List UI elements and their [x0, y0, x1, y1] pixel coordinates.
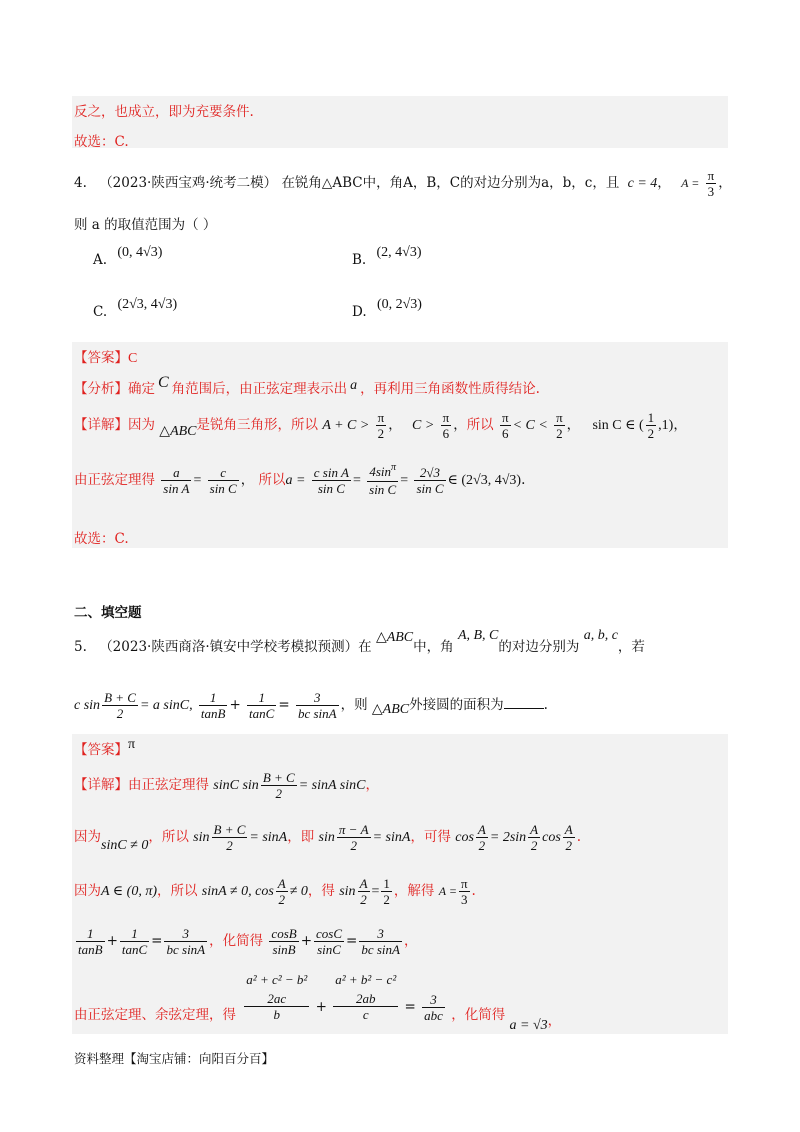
detail-5-line-2: 因为sinC ≠ 0，所以 sin $\frac{B + C}{2}$ = sinA，即 sin $\frac{\pi - A}{2}$ = sinA，可得 cos $\frac{A}{2}$ = 2sin $\frac{A}{2}$ cos $\frac{A}{2}$ . — [74, 822, 582, 853]
conclusion-4: 故选：C. — [74, 531, 129, 547]
analysis-line: 【分析】确定 C 角范围后，由正弦定理表示出 a ，再利用三角函数性质得结论. — [74, 374, 540, 397]
footer-text: 资料整理【淘宝店铺：向阳百分百】 — [74, 1051, 275, 1066]
detail-5-line-4: $\frac{1}{\tan B}$ + $\frac{1}{\tan C}$ = $\frac{3}{\text{bc sinA}}$ ，化简得 $\frac{\cos B}{\sin B}$ + $\frac{\cos C}{\sin C}$ = $\frac{3}{\text{bc sinA}}$ ， — [78, 926, 418, 957]
answer-tag: 【答案】 — [74, 350, 128, 366]
fraction-pi-3: $\frac{\pi}{3}$ — [707, 168, 715, 199]
question-4-line2: 则 a 的取值范围为（ ） — [74, 217, 217, 233]
section-title: 二、填空题 — [74, 605, 142, 621]
question-5-line1: 5. （2023·陕西商洛·镇安中学校考模拟预测）在 △ABC中，角 A, B, C的对边分别为 a, b, c，若 — [74, 628, 645, 655]
option-d: D. (0, 2√3) — [352, 297, 422, 320]
question-number: 4. — [74, 175, 87, 191]
solution-conclusion: 故选：C. — [74, 134, 129, 150]
detail-line-2: 由正弦定理得 $\frac{a}{\text{sin A}}$ = $\frac{c}{\text{sin C}}$ ， 所以a = $\frac{\text{c sin A}}{\text{sin C}}$ = $\frac{4\sin^\pi}{\text{sin C}}$ = $\frac{2√3}{\text{sin C}}$ ∈ (2√3, 4√3). — [74, 462, 526, 497]
analysis-tag: 【分析】 — [74, 381, 128, 397]
option-c-value: (2√3, 4√3) — [117, 297, 178, 312]
answer-value: C — [128, 351, 138, 366]
answer-tag: 【答案】 — [74, 742, 128, 758]
question-number: 5. — [74, 639, 87, 655]
question-source: （2023·陕西宝鸡·统考二模） — [99, 175, 278, 191]
option-a-value: (0, 4√3) — [117, 245, 163, 260]
solution-text: 反之，也成立，即为充要条件. — [74, 104, 254, 120]
detail-line-1: 【详解】因为 △ABC是锐角三角形，所以 A + C > $\frac{\pi}{2}$ ， C > $\frac{\pi}{6}$ ，所以 $\frac{\pi}{6}$ < C < $\frac{\pi}{2}$ ， sin C ∈ ( $\frac{1}{2}$ ,1)， — [74, 410, 687, 441]
option-b-value: (2, 4√3) — [376, 245, 422, 260]
answer-blank[interactable] — [504, 708, 544, 709]
answer-value: π — [128, 737, 136, 752]
question-stem: 在锐角△ABC中，角A，B，C的对边分别为a，b，c，且 — [281, 175, 620, 191]
solution-block-2 — [72, 342, 728, 548]
detail-5-line-1: 【详解】由正弦定理得 sinC sin $\frac{B + C}{2}$ = sinA sinC， — [74, 770, 379, 801]
condition-c: c = 4 — [627, 176, 658, 191]
answer-line-5 — [74, 738, 135, 759]
option-a: A. (0, 4√3) — [93, 245, 163, 268]
option-d-value: (0, 2√3) — [376, 297, 422, 312]
question-4-line1: 4. （2023·陕西宝鸡·统考二模） 在锐角△ABC中，角A，B，C的对边分别为a，b，c，且 c = 4， A = $\frac{\pi}{3}$ ， — [74, 168, 732, 199]
question-5-line2: c sin $\frac{B + C}{2}$ = a sinC, $\frac{1}{\tan B}$ + $\frac{1}{\tan C}$ = $\frac{3}{\text{bc sinA}}$ ，则 △ABC外接圆的面积为 . — [74, 690, 548, 721]
option-b: B. (2, 4√3) — [352, 245, 422, 268]
answer-line — [74, 346, 137, 367]
detail-5-line-3: 因为A ∈ (0, π)，所以 sinA ≠ 0, cos $\frac{A}{2}$ ≠ 0，得 sin $\frac{A}{2}$ = $\frac{1}{2}$ ，解得 A = $\frac{\pi}{3}$ . — [74, 876, 476, 907]
detail-tag: 【详解】 — [74, 417, 128, 433]
option-c: C. (2√3, 4√3) — [93, 297, 178, 320]
detail-5-line-5: 由正弦定理、余弦定理，得 a² + c² − b² 2ac b + a² + b² − c² 2ab c = $\frac{3}{\text{abc}}$ ，化简得 a = √3， — [74, 972, 562, 1033]
condition-A: A = — [681, 176, 700, 190]
